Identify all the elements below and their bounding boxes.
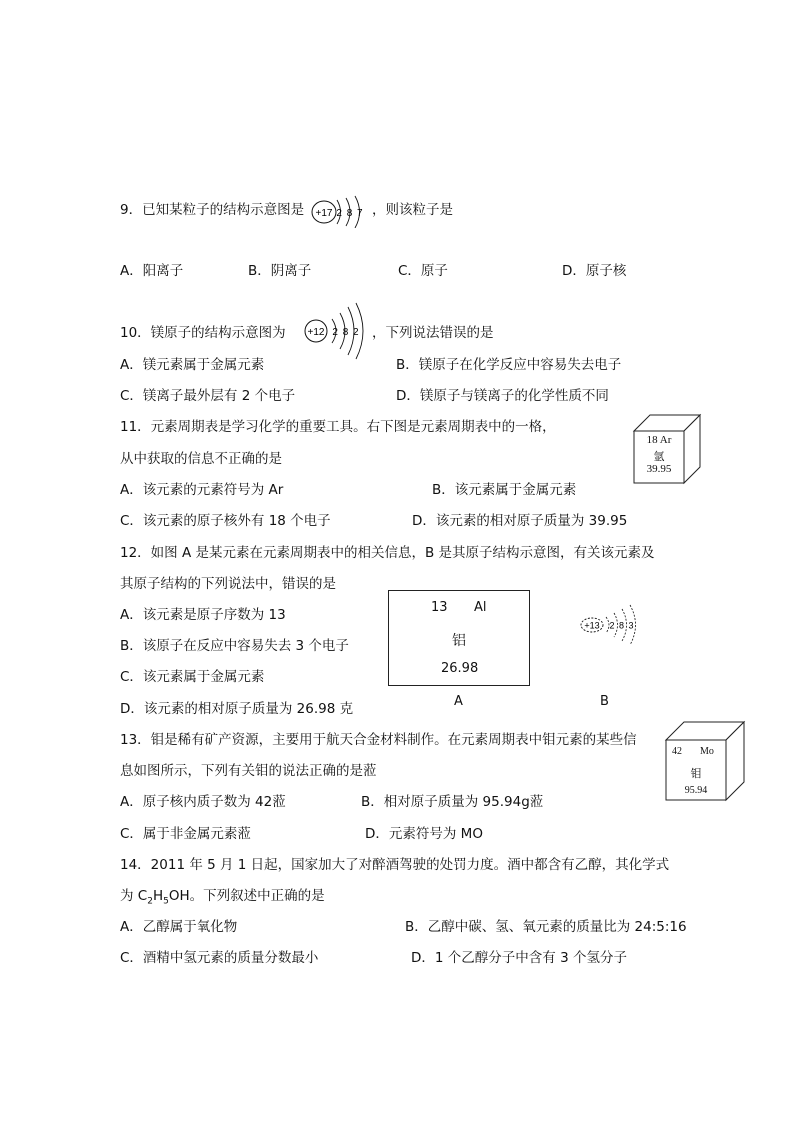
q13-option-b: B．相对原子质量为 95.94g蒞	[361, 794, 544, 810]
q13-cell-atomic-number: 42	[672, 746, 682, 757]
q13-option-d: D．元素符号为 MO	[365, 826, 483, 842]
q9-electron-shells: 2 8 7	[336, 208, 364, 219]
q10-option-c: C．镁离子最外层有 2 个电子	[120, 388, 296, 404]
q12-cell-element-name: 铝	[452, 633, 466, 649]
q11-option-d: D．该元素的相对原子质量为 39.95	[412, 513, 628, 529]
q11-cell-number-symbol: 18 Ar	[646, 434, 672, 446]
q12-figure-b-atom-structure	[578, 604, 642, 646]
q10-stem-suffix: ，下列说法错误的是	[372, 325, 494, 341]
q12-stem-line1: 12．如图 A 是某元素在元素周期表中的相关信息，B 是其原子结构示意图，有关该元素及	[120, 545, 655, 561]
q12-option-d: D．该元素的相对原子质量为 26.98 克	[120, 701, 354, 717]
q9-nucleus-charge: +17	[315, 208, 333, 219]
q9-option-d: D．原子核	[562, 263, 627, 279]
q14-formula-suffix: OH。下列叙述中正确的是	[168, 888, 325, 904]
q12-nucleus-charge: +13	[584, 620, 600, 631]
q9-option-c: C．原子	[398, 263, 448, 279]
q12-stem-line2: 其原子结构的下列说法中，错误的是	[120, 576, 336, 592]
q13-stem-line1: 13．钼是稀有矿产资源，主要用于航天合金材料制作。在元素周期表中钼元素的某些信	[120, 732, 637, 748]
q12-option-c: C．该元素属于金属元素	[120, 669, 265, 685]
q12-cell-symbol: Al	[474, 600, 487, 615]
q11-stem-line2: 从中获取的信息不正确的是	[120, 451, 282, 467]
q10-option-b: B．镁原子在化学反应中容易失去电子	[396, 357, 622, 373]
q9-stem-prefix: 9．已知某粒子的结构示意图是	[120, 202, 305, 218]
q9-stem-suffix: ，则该粒子是	[372, 202, 453, 218]
q10-electron-shells: 2 8 2	[332, 327, 360, 338]
q11-stem-line1: 11．元素周期表是学习化学的重要工具。右下图是元素周期表中的一格，	[120, 419, 556, 435]
q14-formula-sub-hydrogen: 5	[163, 896, 169, 907]
q13-option-c: C．属于非金属元素蒞	[120, 826, 251, 842]
q14-option-a: A．乙醇属于氧化物	[120, 919, 238, 935]
q11-cell-element-name: 氩	[653, 451, 665, 463]
q10-atom-structure-diagram	[302, 301, 372, 361]
q9-option-a: A．阳离子	[120, 263, 184, 279]
q13-cell-atomic-mass: 95.94	[684, 785, 708, 796]
q9-option-b: B．阴离子	[248, 263, 312, 279]
q13-option-a: A．原子核内质子数为 42蒞	[120, 794, 286, 810]
q12-figure-b-label: B	[600, 694, 609, 709]
q12-figure-a-label: A	[454, 694, 463, 709]
q14-formula-hydrogen: H	[152, 888, 164, 904]
q13-cell-symbol: Mo	[700, 746, 714, 757]
q11-option-c: C．该元素的原子核外有 18 个电子	[120, 513, 331, 529]
q12-electron-shells: 2 8 3	[609, 620, 635, 631]
q14-stem-line2	[120, 887, 325, 911]
q10-option-d: D．镁原子与镁离子的化学性质不同	[396, 388, 609, 404]
q14-formula-sub-carbon: 2	[147, 896, 153, 907]
q10-stem-prefix: 10．镁原子的结构示意图为	[120, 325, 286, 341]
q14-option-d: D．1 个乙醇分子中含有 3 个氢分子	[411, 950, 627, 966]
q14-formula-prefix: 为 C	[120, 888, 148, 904]
q11-cell-atomic-mass: 39.95	[646, 463, 672, 475]
q12-cell-atomic-mass: 26.98	[441, 661, 479, 676]
q12-option-a: A．该元素是原子序数为 13	[120, 607, 286, 623]
q12-cell-atomic-number: 13	[431, 600, 448, 615]
q14-stem-line1: 14．2011 年 5 月 1 日起，国家加大了对醉酒驾驶的处罚力度。酒中都含有乙醇，其化学式	[120, 857, 670, 873]
q13-cell-element-name: 钼	[690, 768, 702, 780]
q14-option-c: C．酒精中氢元素的质量分数最小	[120, 950, 319, 966]
q9-atom-structure-diagram	[310, 194, 372, 228]
q13-stem-line2: 息如图所示，下列有关钼的说法正确的是蒞	[120, 763, 377, 779]
q14-option-b: B．乙醇中碳、氢、氧元素的质量比为 24:5:16	[405, 919, 687, 935]
q12-option-b: B．该原子在反应中容易失去 3 个电子	[120, 638, 349, 654]
q11-option-a: A．该元素的元素符号为 Ar	[120, 482, 284, 498]
q10-option-a: A．镁元素属于金属元素	[120, 357, 265, 373]
q10-nucleus-charge: +12	[307, 327, 325, 338]
q11-option-b: B．该元素属于金属元素	[432, 482, 577, 498]
